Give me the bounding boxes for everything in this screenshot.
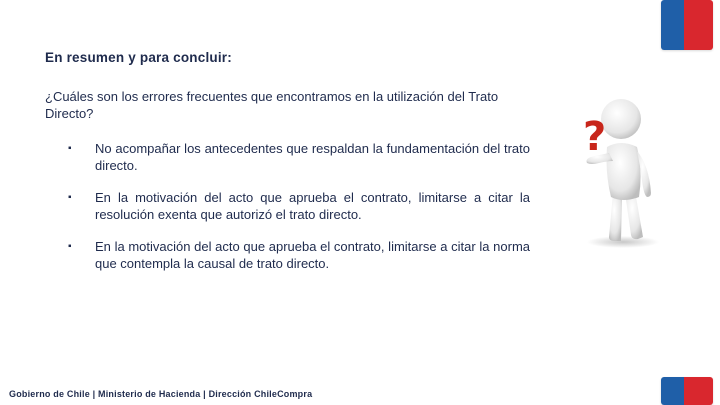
- bullet-text: En la motivación del acto que aprueba el contrato, limitarse a citar la resolución exenta que autorizó el trato directo.: [95, 190, 530, 222]
- person-with-question-mark-icon: [565, 95, 665, 250]
- flag-red-band: [684, 377, 713, 405]
- bullet-item: [68, 238, 530, 272]
- flag-red-band: [684, 0, 713, 50]
- bullet-item: [68, 189, 530, 223]
- footer-text: Gobierno de Chile | Ministerio de Hacienda | Dirección ChileCompra: [9, 389, 313, 399]
- question-text: ¿Cuáles son los errores frecuentes que encontramos en la utilización del Trato Directo?: [45, 89, 499, 121]
- bullet-marker: ▪: [68, 241, 72, 252]
- bullet-item: [68, 140, 530, 174]
- bullet-marker: ▪: [68, 192, 72, 203]
- flag-blue-band: [661, 0, 684, 50]
- flag-blue-band: [661, 377, 684, 405]
- slide-heading: En resumen y para concluir:: [45, 50, 232, 65]
- bullet-text: No acompañar los antecedentes que respaldan la fundamentación del trato directo.: [95, 141, 530, 173]
- chile-flag-icon-footer: [661, 377, 713, 405]
- question-mark-glyph: ?: [583, 114, 607, 160]
- bullet-text: En la motivación del acto que aprueba el contrato, limitarse a citar la norma que contempla la causal de trato directo.: [95, 239, 530, 271]
- bullet-list: [68, 140, 530, 272]
- chile-flag-icon: [661, 0, 713, 50]
- bullet-marker: ▪: [68, 143, 72, 154]
